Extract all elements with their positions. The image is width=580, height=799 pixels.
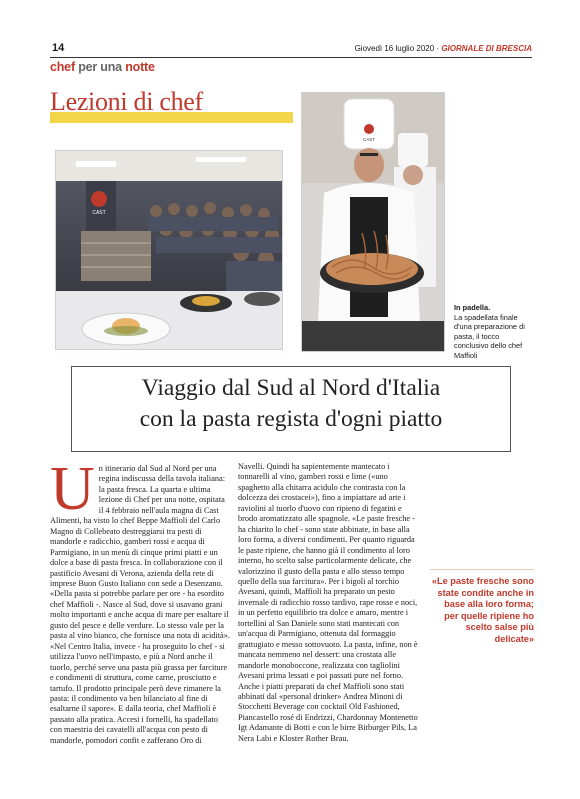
article-column-2 (238, 462, 418, 744)
caption-text: La spadellata finale d'una preparazione di pasta, il tocco conclusivo dello chef Maffioli (454, 312, 525, 360)
section-word-per-una: per una (78, 60, 122, 74)
newspaper-name: GIORNALE DI BRESCIA (441, 44, 532, 53)
article-headline (72, 373, 510, 435)
article-col2-paragraph-2: Anche i piatti preparati da chef Maffioli sono stati abbinati dal «personal drinker» Andrea Minoni di Stocchetti Beverage con cocktail Old Fashioned, Piancastello rosé di Endrizzi, Chardonnay Montenetto Igt Adamante di Botti e con le birre Bitburger Pils, La Nera Labi e Kloster Rother Brau. (238, 681, 418, 743)
chef-photo (301, 92, 445, 352)
header-separator: · (436, 44, 440, 53)
header-date: Giovedì 16 luglio 2020 (354, 44, 435, 53)
section-word-chef: chef (50, 60, 75, 74)
page-number: 14 (52, 42, 65, 54)
classroom-photo (55, 150, 283, 350)
cast-logo: CAST (92, 210, 106, 216)
pull-quote: «Le paste fresche sono state condite anche in base alla loro forma; per quelle ripiene ho scelto salse più delicate» (431, 576, 534, 644)
article-col1-text: n itinerario dal Sud al Nord per una regina indiscussa della tavola italiana: la pasta fresca. La quarta e ultima lezione di Chef per una notte, ospitata il 4 febbraio nell'aula magna di Cast Alimenti, ha visto lo chef Beppe Maffioli del Carlo Magno di Collebeato destreggiarsi tra pesti di mandorle e radicchio, gamberi rossi e acqua di Parmigiano, in un menù di cinque primi piatti e un dolce a base di pasta fresca. In collaborazione con il pastificio Avesani di Verona, azienda della rete di imprese Buon Gusto Italiano con sede a Desenzano. «Della pasta si potrebbe parlare per ore - ha esordito chef Maffioli -. Nasce al Sud, dove si usavano grani molto importanti e anche acqua di mare per esaltare il gusto del pesce e delle verdure. Lo stesso vale per la pasta al vino bianco, che fornisce una nota di acidità». «Nel Centro Italia, invece - ha proseguito lo chef - si utilizza l'uovo nell'impasto, e più a Nord anche il tuorlo, perché serve una pasta più grassa per farciture e condimenti di struttura, come carne, prosciutto e tartufo. Il prodotto principale però deve rimanere la pasta: il condimento va ben bilanciato al fine di esaltarne il sapore». E dalla teoria, chef Maffioli è passato alla pratica. Accesi i fornelli, ha spadellato con maestria dei cavatelli all'acqua con pesto di mandorle, pomodori confit e zafferano Oro di (50, 464, 230, 745)
photo-caption (454, 303, 534, 361)
header-dateline (355, 44, 532, 53)
header-rule (50, 57, 532, 58)
article-column-1 (50, 455, 230, 746)
headline-line-2: con la pasta regista d'ogni piatto (139, 406, 443, 432)
caption-lead: In padella. (454, 303, 491, 312)
article-col2-paragraph-1: Navelli. Quindi ha sapientemente mantecato i tonnarelli al vino, gamberi rossi e lime («uno spaghetto alla chitarra acidulo che contrasta con la dolcezza dei crostacei»), fino a impiattare ad arte i raviolini al tuorlo d'uovo con ripieno di fegatini e brodo aromatizzato alle spagnole. «Le paste fresche - ha chiarito lo chef - sono state abbinate, in base alla loro forma, a diversi condimenti. Per quanto riguarda le paste ripiene, che hanno già il condimento al loro interno, ho scelto salse particolarmente delicate, che valorizzino il gusto della pasta e allo stesso tempo quello della sua farcitura». Per i bigoli al torchio Avesani, quindi, Maffioli ha preparato un pesto invernale di radicchio rosso tardivo, rape rosse e noci, in un perfetto equilibrio tra dolce e amaro, mentre i tortellini al San Daniele sono stati mantecati con un'acqua di Parmigiano, ottenuta dal formaggio grattugiato e messo sottovuoto. La pasta, infine, non è mancata nemmeno nel dessert: una crostata alle mandorle monoboccone, realizzata con tagliolini Avesani prima lessati e poi passati pure nel forno. (238, 462, 418, 681)
headline-line-1: Viaggio dal Sud al Nord d'Italia (141, 375, 441, 401)
section-word-notte: notte (125, 60, 155, 74)
section-label (50, 60, 155, 74)
cast-hat-logo: CAST (362, 137, 376, 142)
drop-cap: U (50, 455, 95, 523)
pull-quote-rule (430, 569, 534, 570)
page-title: Lezioni di chef (50, 87, 203, 116)
